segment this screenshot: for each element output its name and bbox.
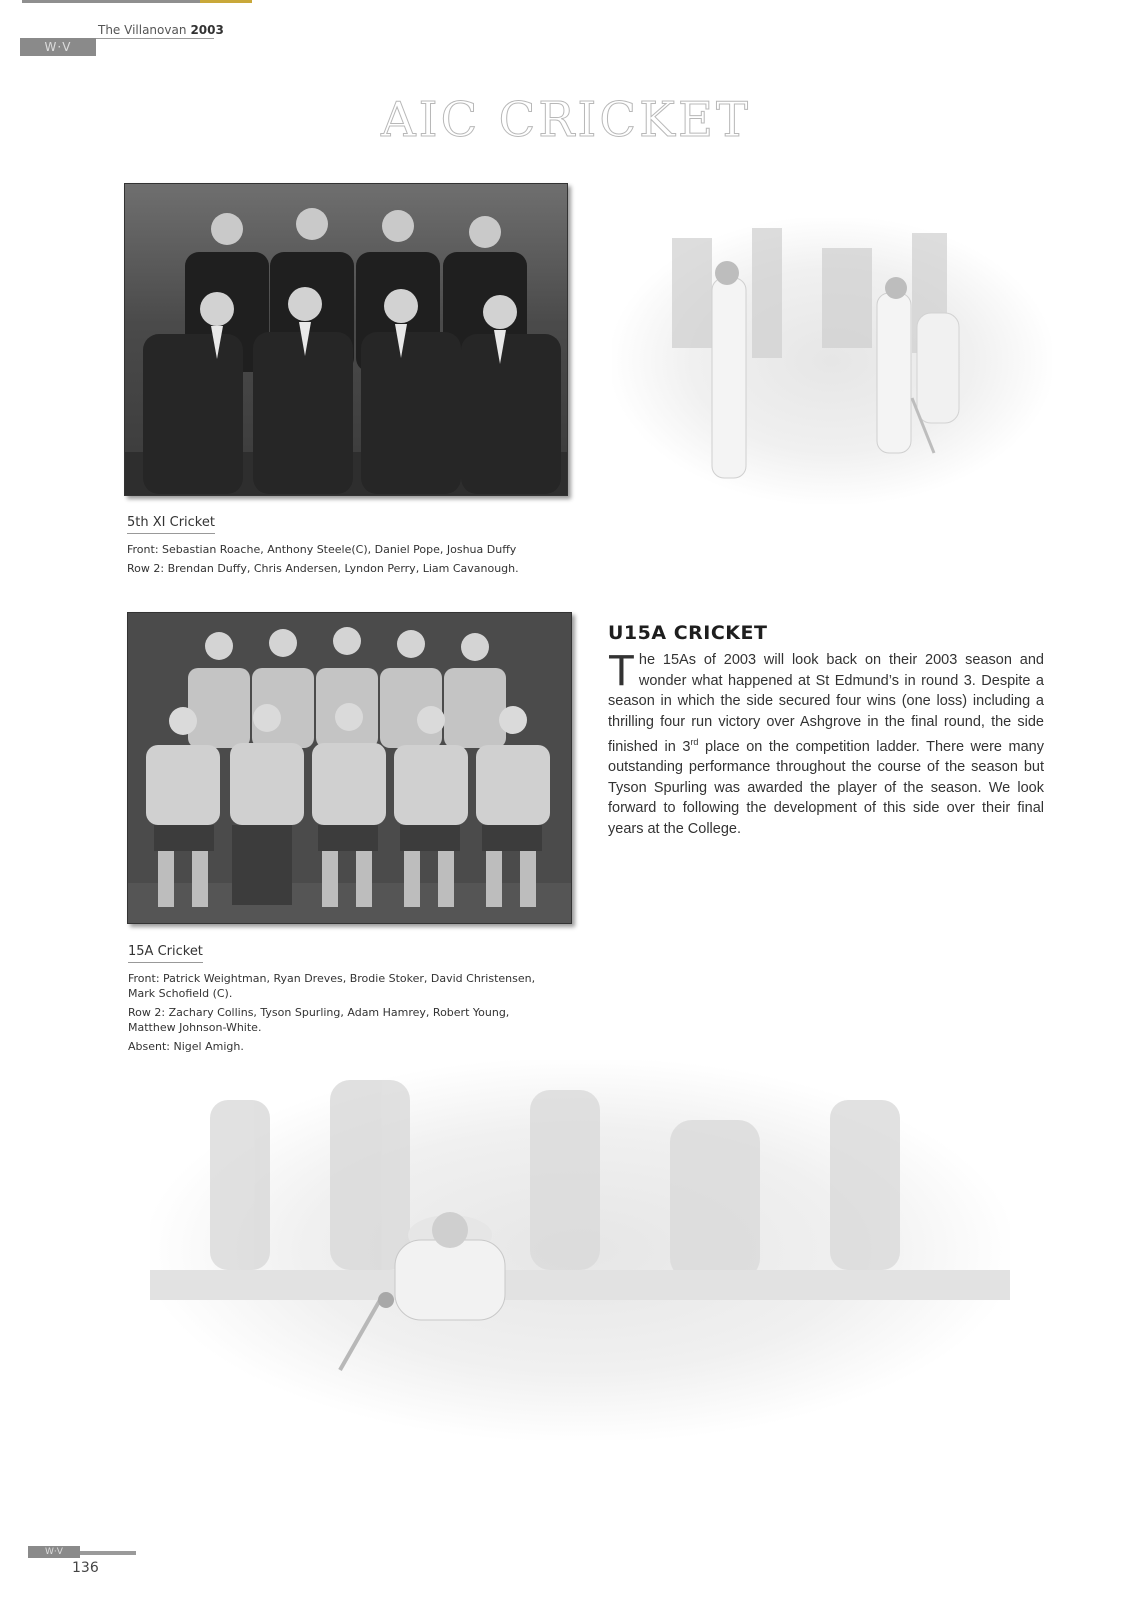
article-text-part-1: he 15As of 2003 will look back on their 2003 season and wonder what happened at St Edmund’s in round 3. Despite a season in which the side secured four wins (one loss) including a thrilling four run victory over Ashgrove in the final round, the side finished in 3	[608, 652, 1044, 755]
batsman-action-photo	[612, 218, 1052, 504]
header-rule	[96, 38, 214, 39]
page-title: AIC CRICKET	[380, 92, 752, 148]
drop-cap: T	[608, 646, 635, 695]
team-photo-15a	[127, 612, 572, 924]
section-heading: U15A CRICKET	[608, 622, 768, 644]
wicketkeeper-action-photo	[150, 1060, 1010, 1440]
running-header	[98, 23, 224, 37]
team-photo-5th-xi-image	[125, 184, 567, 495]
caption-front-row: Front: Sebastian Roache, Anthony Steele(C), Daniel Pope, Joshua Duffy	[127, 543, 517, 556]
caption-absent: Absent: Nigel Amigh.	[128, 1040, 244, 1053]
caption-row-2: Row 2: Brendan Duffy, Chris Andersen, Lyndon Perry, Liam Cavanough.	[127, 562, 519, 575]
article-text-part-2: place on the competition ladder. There were many outstanding performance throughout the course of the season but Tyson Spurling was awarded the player of the season. We look forward to following the development of this side over their final years at the College.	[608, 738, 1044, 837]
caption-5th-xi	[127, 511, 547, 576]
caption-front-row: Front: Patrick Weightman, Ryan Dreves, Brodie Stoker, David Christensen, Mark Schofield (C).	[128, 972, 536, 1000]
article-body	[608, 646, 1044, 839]
caption-15a	[128, 940, 548, 1054]
footer-logo-icon: W·V	[28, 1546, 80, 1558]
batsman-action-image	[612, 218, 1052, 504]
publication-name: The Villanovan	[98, 23, 187, 37]
caption-title: 15A Cricket	[128, 944, 203, 963]
villanova-logo-icon: W·V	[20, 38, 96, 56]
publication-year: 2003	[190, 23, 224, 37]
caption-title: 5th XI Cricket	[127, 515, 215, 534]
team-photo-15a-image	[128, 613, 571, 923]
wicketkeeper-action-image	[150, 1060, 1010, 1440]
team-photo-5th-xi	[124, 183, 568, 496]
footer-rule	[80, 1551, 136, 1555]
caption-row-2: Row 2: Zachary Collins, Tyson Spurling, Adam Hamrey, Robert Young, Matthew Johnson-White.	[128, 1006, 510, 1034]
page-number: 136	[72, 1560, 99, 1576]
ordinal-suffix: rd	[690, 737, 699, 747]
top-accent-rule	[200, 0, 252, 3]
